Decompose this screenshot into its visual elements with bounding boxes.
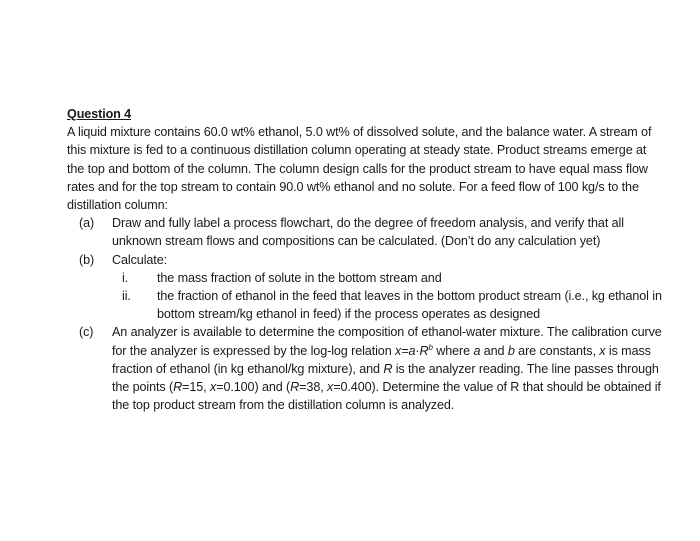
subitem-label: ii. <box>122 289 131 304</box>
part-b-label: (b) <box>79 252 95 267</box>
part-c-text <box>112 323 665 414</box>
subitem-text: the fraction of ethanol in the feed that leaves in the bottom product stream (i.e., kg ethanol in bottom stream/kg ethanol in feed) if the process operates as designed <box>157 289 662 322</box>
point1-rest: =15, <box>182 380 210 395</box>
var-b: b <box>507 343 515 358</box>
point1-end: =0.100) and ( <box>216 380 291 395</box>
part-b-text: Calculate: <box>112 252 168 267</box>
part-b-subitem <box>67 287 665 323</box>
part-c <box>67 323 665 414</box>
part-c-text-2: where <box>432 343 474 358</box>
part-a <box>67 214 665 250</box>
var-x: x <box>599 343 606 358</box>
part-a-text: Draw and fully label a process flowchart, do the degree of freedom analysis, and verify that all unknown stream flows and compositions can be calculated. (Don’t do any calculation yet) <box>112 216 624 249</box>
point2-x: x <box>327 380 334 395</box>
part-c-label: (c) <box>79 325 94 340</box>
part-c-text-1: An analyzer is available to determine the composition of ethanol-water mixture. The calibration curve for the analyzer is expressed by the log-log relation <box>112 325 662 358</box>
part-a-label: (a) <box>79 216 95 231</box>
relation-lhs: x=a·R <box>395 343 429 358</box>
var-a: a <box>473 343 481 358</box>
subitem-text: the mass fraction of solute in the bottom stream and <box>157 270 442 285</box>
subitem-label: i. <box>122 270 129 285</box>
part-c-text-4: are constants, <box>514 343 600 358</box>
part-b-subitem <box>67 269 665 287</box>
question-intro: A liquid mixture contains 60.0 wt% ethanol, 5.0 wt% of dissolved solute, and the balance water. A stream of this mixture is fed to a continuous distillation column operating at steady state. Product streams emerge at the top and bottom of the column. The column design calls for the product stream to have equal mass flow rates and for the top stream to contain 90.0 wt% ethanol and no solute. For a feed flow of 100 kg/s to the distillation column: <box>67 125 652 213</box>
point2-end: =0.400). Determine the value of R that should be obtained if the top product stream from the distillation column is analyzed. <box>112 380 661 413</box>
var-R: R <box>383 361 393 376</box>
question-heading: Question 4 <box>67 107 132 121</box>
part-c-text-6: is the analyzer reading. The line passes through the points ( <box>112 361 659 395</box>
relation-exponent: b <box>428 342 433 352</box>
part-c-text-3: and <box>480 343 508 358</box>
question-block <box>67 105 665 414</box>
point1-R: R <box>173 380 183 395</box>
part-b <box>67 251 665 269</box>
point2-R: R <box>290 380 300 395</box>
part-c-text-5: is mass fraction of ethanol (in kg ethanol/kg mixture), and <box>112 343 651 376</box>
point2-rest: =38, <box>299 380 328 395</box>
point1-x: x <box>209 380 217 395</box>
